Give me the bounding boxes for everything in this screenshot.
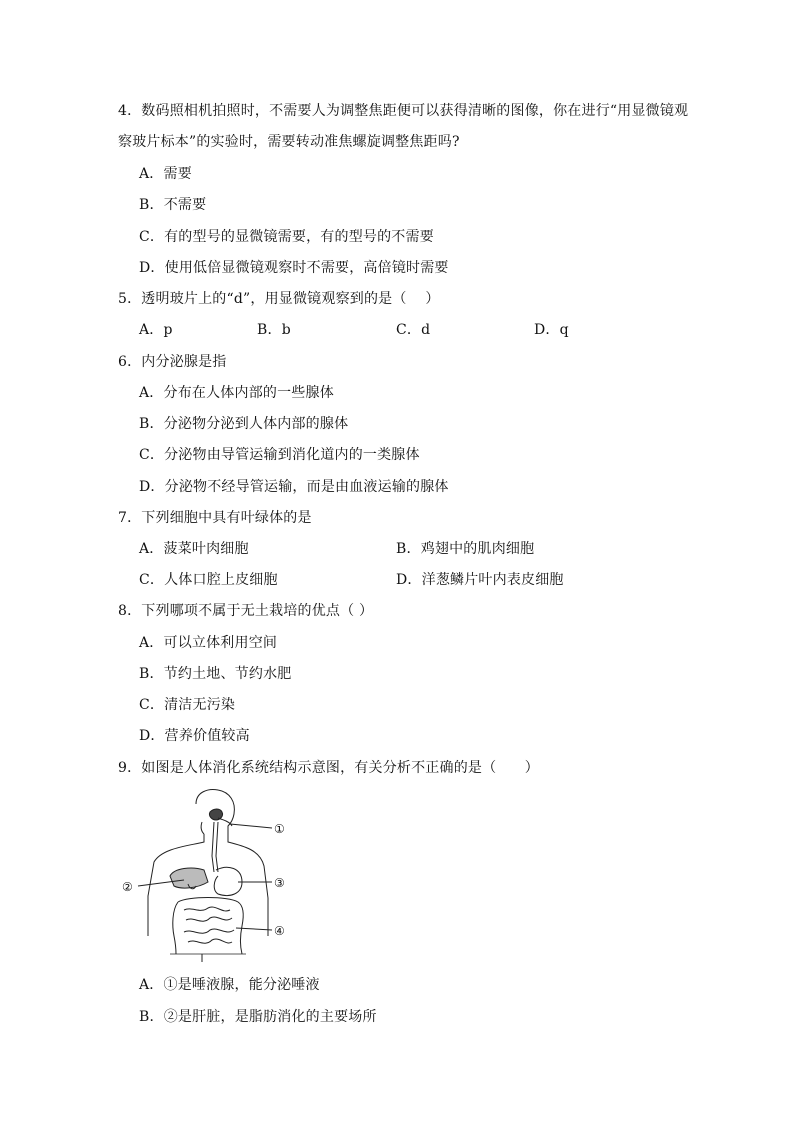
q4-option-d: D．使用低倍显微镜观察时不需要，高倍镜时需要 [139,260,449,276]
q8-option-d: D．营养价值较高 [139,728,250,744]
q5-option-d: D．q [534,322,569,338]
q7-option-c: C．人体口腔上皮细胞 [139,572,278,588]
q6-option-c: C．分泌物由导管运输到消化道内的一类腺体 [139,447,420,463]
label-2: ② [122,880,133,894]
q7-stem: 7．下列细胞中具有叶绿体的是 [118,510,312,526]
q7-option-d: D．洋葱鳞片叶内表皮细胞 [396,572,564,588]
q8-stem: 8．下列哪项不属于无土栽培的优点（ ） [118,603,374,619]
q5-option-a: A．p [139,322,173,338]
q6-option-a: A．分布在人体内部的一些腺体 [139,385,334,401]
q4-stem-line2: 察玻片标本”的实验时，需要转动准焦螺旋调整焦距吗? [118,134,460,150]
q6-option-b: B．分泌物分泌到人体内部的腺体 [139,416,349,432]
label-4: ④ [274,924,285,938]
q6-option-d: D．分泌物不经导管运输，而是由血液运输的腺体 [139,479,449,495]
q5-option-b: B．b [257,322,291,338]
label-3: ③ [274,876,285,890]
digestive-system-diagram [118,786,298,962]
q9-option-b: B．②是肝脏，是脂肪消化的主要场所 [139,1009,377,1025]
q8-option-a: A．可以立体利用空间 [139,635,278,651]
q7-option-a: A．菠菜叶肉细胞 [139,541,249,557]
label-1: ① [274,822,285,836]
q5-option-c: C．d [396,322,431,338]
q4-option-a: A．需要 [139,166,192,182]
q5-stem: 5．透明玻片上的“d”，用显微镜观察到的是（ ） [118,291,440,307]
q8-option-b: B．节约土地、节约水肥 [139,666,292,682]
q4-option-b: B．不需要 [139,197,207,213]
q8-option-c: C．清洁无污染 [139,697,236,713]
q4-stem-line1: 4．数码照相机拍照时，不需要人为调整焦距便可以获得清晰的图像，你在进行“用显微镜观 [118,103,689,119]
q6-stem: 6．内分泌腺是指 [118,354,227,370]
q7-option-b: B．鸡翅中的肌肉细胞 [396,541,535,557]
q9-stem: 9．如图是人体消化系统结构示意图，有关分析不正确的是（ ） [118,760,539,776]
q4-option-c: C．有的型号的显微镜需要，有的型号的不需要 [139,229,434,245]
q9-option-a: A．①是唾液腺，能分泌唾液 [139,977,320,993]
